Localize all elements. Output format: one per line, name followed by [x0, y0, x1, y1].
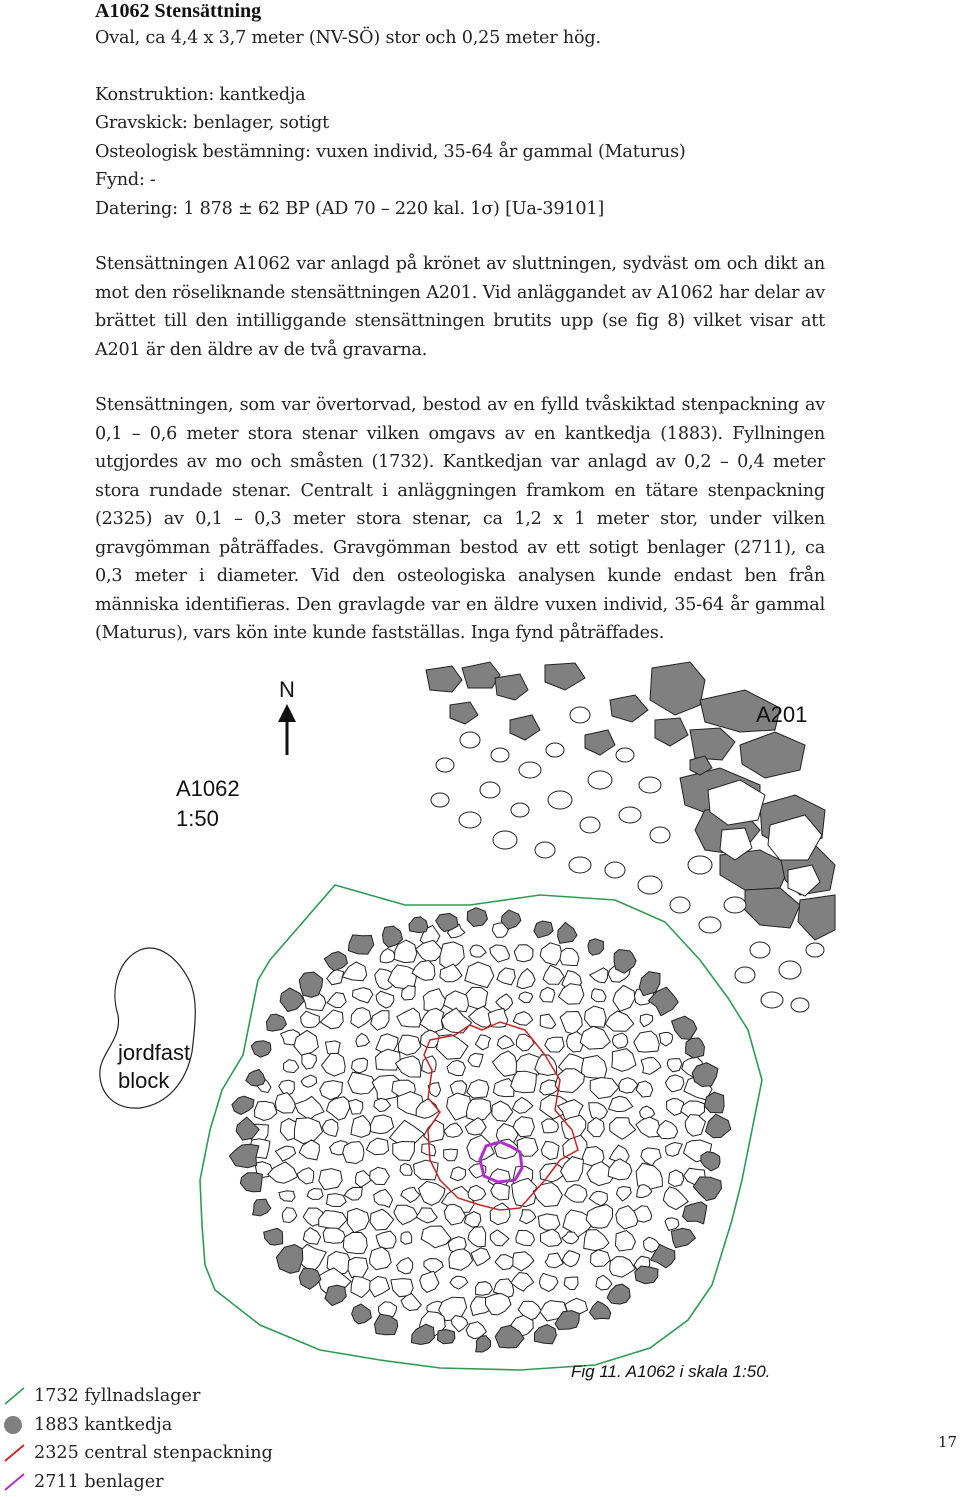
packing-stone [590, 1078, 619, 1099]
packing-stone [486, 1294, 512, 1315]
packing-stone [441, 1008, 471, 1033]
kerb-stone [701, 1152, 720, 1171]
kerb-stone [246, 1070, 265, 1087]
kerb-stone [438, 1330, 455, 1344]
packing-stone [540, 1014, 556, 1028]
red-line-icon [2, 1442, 28, 1464]
subtitle: Oval, ca 4,4 x 3,7 meter (NV-SÖ) stor och 0,25 meter hög. [95, 28, 601, 48]
page-number: 17 [938, 1433, 958, 1451]
packing-stone [589, 1191, 607, 1205]
packing-stone [538, 1214, 560, 1230]
block-label-2: block [118, 1068, 170, 1093]
packing-stone [636, 1117, 660, 1137]
packing-stone [511, 1273, 534, 1292]
packing-stone [561, 1157, 584, 1182]
packing-stone [517, 969, 535, 989]
packing-stone [591, 989, 606, 1002]
paragraph-1: Stensättningen A1062 var anlagd på krönet av sluttningen, sydväst om och dikt an mot den röseliknande stensättningen A201. Vid anläggandet av A1062 har delar av brättet till den intilliggande stensättningen brutits upp (se fig 8) vilket visar att A201 är den äldre av de två gravarna. [95, 254, 825, 360]
packing-stone [610, 1118, 636, 1140]
packing-stone [540, 1080, 558, 1095]
packing-stone [666, 1143, 683, 1157]
packing-stone [490, 1230, 509, 1246]
packing-stone [497, 968, 515, 985]
packing-stone [394, 1205, 418, 1224]
packing-stone [490, 1203, 510, 1225]
packing-stone [512, 1178, 537, 1206]
packing-stone [349, 1099, 363, 1114]
kerb-stone [229, 1144, 259, 1167]
packing-stone [424, 1120, 444, 1142]
kerb-stone [324, 952, 347, 971]
packing-stone [659, 1032, 673, 1046]
packing-stone [370, 1247, 392, 1270]
packing-stone [450, 1276, 468, 1289]
packing-stone [374, 1098, 391, 1111]
packing-stone [466, 987, 488, 1009]
packing-stone [545, 1253, 563, 1268]
packing-stone [533, 1183, 562, 1207]
kerb-stone [635, 1266, 658, 1284]
kerb-stone [352, 1304, 372, 1324]
packing-stone [608, 1159, 632, 1180]
text-block [95, 0, 825, 648]
packing-stone [319, 1169, 342, 1190]
packing-stone [374, 1190, 393, 1208]
north-arrow-icon [278, 704, 296, 755]
packing-stone [268, 1162, 298, 1183]
packing-stone [543, 965, 564, 984]
feature-label: A1062 [176, 776, 240, 801]
packing-stone [370, 1167, 390, 1184]
packing-stone [376, 1231, 396, 1248]
packing-stone [497, 1036, 514, 1050]
packing-stone [475, 1035, 490, 1050]
green-line-icon [2, 1385, 28, 1407]
packing-stone [388, 965, 417, 989]
packing-stone [596, 1275, 612, 1290]
kerb-stone [299, 1268, 321, 1289]
packing-stone [562, 1251, 580, 1267]
packing-stone [343, 1232, 367, 1253]
kerb-stone [534, 921, 553, 938]
packing-stone [447, 1060, 465, 1075]
packing-stone [393, 1142, 415, 1161]
packing-stone [516, 1230, 535, 1245]
packing-stone [665, 1218, 679, 1231]
packing-stone [351, 1115, 371, 1137]
kerb-stone [706, 1114, 731, 1138]
packing-stone [565, 1185, 587, 1203]
packing-stone [490, 945, 510, 962]
packing-stone [421, 1226, 451, 1248]
packing-stone [590, 968, 608, 983]
packing-stone [419, 1181, 446, 1205]
packing-stone [303, 1228, 320, 1245]
packing-stone [488, 1008, 508, 1027]
kerb-stone [467, 908, 487, 927]
kerb-stone [558, 922, 577, 943]
kerb-stone [683, 1202, 707, 1224]
packing-stone [540, 987, 555, 1002]
packing-stone [320, 1081, 343, 1100]
kerb-stone [325, 1285, 346, 1306]
packing-stone [400, 1164, 412, 1176]
packing-stone [605, 1011, 633, 1031]
kerb-stone [280, 988, 304, 1012]
heading: A1062 Stensättning [95, 0, 262, 22]
packing-stone [353, 988, 373, 1003]
packing-stone [284, 1060, 299, 1073]
packing-stone [295, 1096, 324, 1120]
packing-stone [322, 1119, 338, 1136]
kerb-stone [693, 1177, 721, 1201]
purple-line-icon [2, 1471, 28, 1493]
packing-stone [301, 1011, 320, 1027]
a201-label: A201 [756, 702, 808, 727]
legend-label: 2711 benlager [34, 1471, 164, 1492]
packing-stone [347, 1208, 369, 1232]
packing-stone [370, 1276, 390, 1297]
packing-stone [610, 1257, 636, 1278]
packing-stone [371, 1115, 394, 1134]
kerb-stone [409, 917, 428, 933]
packing-stone [494, 1079, 514, 1097]
packing-stone [444, 1149, 458, 1161]
kerb-stone [686, 1038, 705, 1058]
packing-stone [275, 1093, 296, 1113]
packing-stone [641, 1058, 661, 1075]
figure-caption: Fig 11. A1062 i skala 1:50. [571, 1362, 771, 1381]
kerb-stone [240, 1173, 262, 1192]
packing-stone [471, 1248, 490, 1266]
grey-dot-icon [2, 1414, 28, 1436]
packing-stone [640, 1014, 653, 1026]
packing-stone [352, 1058, 368, 1073]
packing-stone [468, 1227, 486, 1247]
packing-stone [297, 1168, 314, 1184]
packing-stone [351, 1008, 371, 1028]
packing-stone [667, 1099, 684, 1116]
packing-stone [584, 1230, 609, 1251]
packing-stone [634, 1031, 660, 1052]
detail-finds: Fynd: - [95, 170, 156, 190]
packing-stone [416, 940, 444, 961]
detail-osteology: Osteologisk bestämning: vuxen individ, 35-64 år gammal (Maturus) [95, 141, 686, 162]
packing-stone [327, 969, 344, 985]
packing-stone [492, 1101, 513, 1121]
packing-stone [609, 1096, 633, 1111]
packing-stone [540, 1229, 561, 1246]
packing-stone [616, 1206, 639, 1229]
packing-stone [470, 945, 486, 957]
kerb-stone [412, 1324, 435, 1344]
packing-stone [444, 1123, 463, 1137]
detail-dating: Datering: 1 878 ± 62 BP (AD 70 – 220 kal. 1σ) [Ua-39101] [95, 198, 605, 219]
kerb-stone [671, 1228, 695, 1247]
kerb-stone [251, 1041, 271, 1058]
packing-stone [465, 1118, 486, 1135]
packing-stone [397, 1258, 413, 1274]
packing-stone [657, 1120, 678, 1138]
kerb-stone [672, 1016, 697, 1039]
packing-stone [612, 1049, 636, 1072]
packing-stone [468, 1185, 486, 1201]
packing-stone [540, 1273, 559, 1291]
legend-item-bone [2, 1468, 273, 1497]
kerb-stone [276, 1245, 302, 1274]
packing-stone [376, 1049, 401, 1070]
packing-stone [371, 1011, 389, 1030]
packing-stone [493, 1051, 518, 1076]
packing-stone [420, 1271, 439, 1292]
kerb-stone [588, 939, 604, 955]
packing-stone [581, 1056, 607, 1079]
legend-item-kerb [2, 1411, 273, 1440]
legend [2, 1382, 273, 1496]
packing-stone [376, 991, 394, 1008]
packing-stone [512, 1097, 533, 1113]
kerb-stone [375, 1314, 398, 1335]
packing-stone [491, 1183, 510, 1200]
scale-label: 1:50 [176, 806, 219, 831]
packing-stone [586, 1205, 613, 1229]
packing-stone [399, 1035, 421, 1055]
packing-stone [326, 1097, 349, 1120]
packing-stone [464, 1212, 480, 1228]
packing-stone [616, 1187, 631, 1202]
packing-stone [541, 1141, 559, 1159]
packing-stone [585, 1006, 607, 1027]
packing-stone [380, 948, 396, 963]
packing-stone [560, 1012, 582, 1035]
packing-stone [513, 1252, 534, 1271]
packing-stone [275, 1146, 295, 1161]
packing-stone [320, 1010, 343, 1029]
packing-stone [255, 1101, 277, 1120]
packing-stone [397, 1008, 421, 1027]
packing-stone [516, 1034, 534, 1051]
packing-stone [302, 1053, 317, 1069]
legend-item-fill [2, 1382, 273, 1411]
packing-stone [520, 1210, 536, 1224]
packing-stone [294, 1118, 322, 1144]
packing-stone [613, 985, 635, 1011]
detail-burial: Gravskick: benlager, sotigt [95, 113, 329, 133]
north-label: N [279, 677, 295, 702]
legend-item-central [2, 1439, 273, 1468]
packing-stone [495, 1255, 514, 1270]
paragraph-2: Stensättningen, som var övertorvad, bestod av en fylld tvåskiktad stenpackning av 0,1 – 0,6 meter stora stenar vilken omgavs av en kantkedja (1883). Fyllningen utgjordes av mo och småsten (1732). Kantkedjan var anlagd av 0,2 – 0,4 meter stora rundade stenar. Centralt i anläggningen framkom en tätare stenpackning (2325) av 0,1 – 0,3 meter stora stenar, ca 1,2 x 1 meter stor, under vilken gravgömman påträffades. Gravgömman bestod av ett sotigt benlager (2711), ca 0,3 meter i diameter. Vid den osteologiska analysen kunde endast ben från människa identifieras. Den gravlagde var en äldre vuxen individ, 35-64 år gammal (Maturus), vars kön inte kunde fastställas. Inga fynd påträffades. [95, 395, 825, 643]
packing-stone [467, 1080, 489, 1098]
kerb-stone [253, 1199, 271, 1216]
packing-stone [282, 1208, 297, 1223]
packing-stone [370, 1209, 394, 1230]
packing-stone [356, 1033, 370, 1046]
block-label-1: jordfast [118, 1040, 191, 1065]
kerb-stone [264, 1228, 283, 1245]
packing-stone [420, 1008, 444, 1033]
packing-stone [636, 1081, 653, 1097]
packing-stone [416, 1208, 437, 1223]
packing-stone [616, 1231, 636, 1252]
packing-stone [540, 943, 562, 965]
packing-stone [323, 1228, 345, 1243]
packing-stone [327, 993, 346, 1008]
packing-stone [667, 1059, 682, 1072]
packing-stone [476, 1282, 493, 1296]
packing-stone [348, 1257, 368, 1277]
packing-stone [307, 1189, 323, 1200]
packing-stone [449, 1249, 473, 1270]
packing-stone [669, 1170, 684, 1187]
packing-stone [545, 1037, 564, 1052]
packing-stone [348, 1072, 376, 1094]
packing-stone [366, 1138, 388, 1155]
packing-stone [519, 992, 533, 1003]
packing-stone [514, 945, 533, 962]
packing-stone [612, 1033, 628, 1048]
kerb-stone [232, 1096, 254, 1115]
kerb-stone [299, 972, 322, 997]
packing-stone [322, 1053, 346, 1076]
packing-stone [327, 1194, 347, 1207]
packing-stone [685, 1115, 705, 1137]
packing-stone [663, 1187, 688, 1210]
excavation-plan [0, 660, 960, 1380]
kerb-stone [590, 1301, 611, 1319]
packing-stone [591, 1250, 611, 1267]
kerb-stone [614, 950, 636, 974]
legend-label: 1883 kantkedja [34, 1414, 173, 1435]
packing-stone [619, 1078, 638, 1093]
packing-stone [665, 1075, 684, 1092]
packing-stone [451, 1167, 466, 1181]
packing-stone [401, 1232, 412, 1244]
packing-stone [343, 1142, 364, 1164]
legend-label: 1732 fyllnadslager [34, 1386, 201, 1407]
packing-stone [588, 1118, 605, 1137]
packing-stone [401, 1187, 420, 1202]
packing-stone [564, 1277, 578, 1290]
packing-stone [513, 1012, 532, 1026]
packing-stone [542, 1119, 559, 1133]
packing-stone [468, 1053, 483, 1067]
kerb-stone [267, 1014, 287, 1031]
legend-label: 2325 central stenpackning [34, 1443, 273, 1464]
packing-stone [558, 984, 584, 1005]
packing-stone [279, 1191, 295, 1201]
packing-stone [319, 1211, 347, 1229]
packing-stone [351, 1276, 371, 1298]
packing-stone [301, 1075, 316, 1087]
packing-stone [465, 962, 494, 988]
kerb-stone [607, 1284, 630, 1304]
detail-construction: Konstruktion: kantkedja [95, 84, 306, 105]
packing-stone [580, 1026, 610, 1049]
kerb-stone [348, 935, 373, 954]
packing-stone [467, 1099, 492, 1121]
kerb-stone [534, 1325, 556, 1344]
packing-stone [560, 948, 579, 965]
packing-stone [344, 1187, 362, 1200]
packing-stone [451, 1316, 468, 1332]
